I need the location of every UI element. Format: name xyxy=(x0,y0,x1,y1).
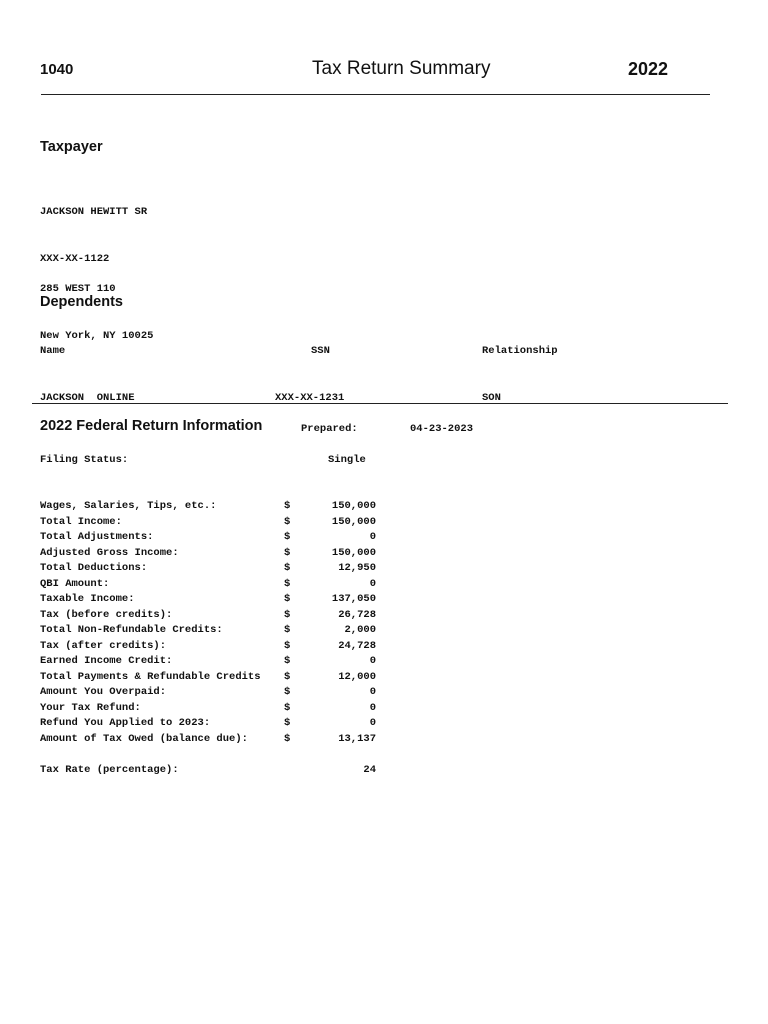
dependent-relationship: SON xyxy=(482,391,501,404)
currency-symbol: $ xyxy=(284,500,291,512)
currency-symbol: $ xyxy=(284,562,291,574)
column-header-name: Name xyxy=(40,345,66,357)
line-label: QBI Amount: xyxy=(40,577,110,590)
column-header-relationship: Relationship xyxy=(482,345,558,357)
tax-rate-label: Tax Rate (percentage): xyxy=(40,764,179,776)
table-row xyxy=(40,701,380,717)
dependents-header-row xyxy=(40,344,640,360)
line-amount: 150,000 xyxy=(331,500,376,512)
table-row xyxy=(40,732,380,748)
currency-symbol: $ xyxy=(284,686,291,698)
line-label: Total Non-Refundable Credits: xyxy=(40,624,223,636)
page-title: Tax Return Summary xyxy=(312,58,491,79)
table-row xyxy=(40,670,380,686)
table-row xyxy=(40,716,380,732)
table-row xyxy=(40,608,380,624)
dependent-ssn: XXX-XX-1231 xyxy=(275,391,345,404)
taxpayer-heading: Taxpayer xyxy=(40,139,103,155)
federal-return-heading: 2022 Federal Return Information xyxy=(40,418,263,434)
line-label: Taxable Income: xyxy=(40,593,135,605)
line-amount: 150,000 xyxy=(331,515,376,528)
currency-symbol: $ xyxy=(284,655,291,667)
header-divider xyxy=(41,94,710,95)
currency-symbol: $ xyxy=(284,593,291,605)
line-amount: 26,728 xyxy=(338,608,376,621)
taxpayer-ssn: XXX-XX-1122 xyxy=(40,252,110,265)
table-row xyxy=(40,561,380,577)
line-amount: 150,000 xyxy=(331,546,376,559)
currency-symbol: $ xyxy=(284,546,291,559)
table-row xyxy=(40,639,380,655)
address-line-1: 285 WEST 110 xyxy=(40,283,116,295)
table-row xyxy=(40,623,380,639)
line-amount: 13,137 xyxy=(338,732,376,745)
taxpayer-name: JACKSON HEWITT SR xyxy=(40,206,148,218)
dependent-name: JACKSON ONLINE xyxy=(40,391,135,404)
currency-symbol: $ xyxy=(284,670,291,683)
filing-status-label: Filing Status: xyxy=(40,454,129,466)
currency-symbol: $ xyxy=(284,624,291,636)
currency-symbol: $ xyxy=(284,608,291,621)
line-label: Amount You Overpaid: xyxy=(40,686,167,698)
currency-symbol: $ xyxy=(284,577,291,590)
line-label: Amount of Tax Owed (balance due): xyxy=(40,732,248,745)
line-amount: 12,000 xyxy=(338,670,376,683)
line-label: Total Adjustments: xyxy=(40,531,154,543)
dependents-table xyxy=(40,313,640,404)
line-amount: 0 xyxy=(369,531,376,543)
line-amount: 137,050 xyxy=(331,593,376,605)
table-row xyxy=(40,499,380,515)
line-amount: 0 xyxy=(369,577,376,590)
financial-summary-table xyxy=(40,499,380,747)
currency-symbol: $ xyxy=(284,531,291,543)
table-row xyxy=(40,546,380,562)
table-row xyxy=(40,685,380,701)
line-amount: 2,000 xyxy=(344,624,376,636)
table-row xyxy=(40,515,380,531)
currency-symbol: $ xyxy=(284,732,291,745)
currency-symbol: $ xyxy=(284,515,291,528)
prepared-label: Prepared: xyxy=(301,423,358,435)
address-line-2: New York, NY 10025 xyxy=(40,329,154,342)
currency-symbol: $ xyxy=(284,639,291,652)
table-row xyxy=(40,530,380,546)
section-divider xyxy=(32,403,728,404)
prepared-date: 04-23-2023 xyxy=(410,423,474,435)
line-label: Wages, Salaries, Tips, etc.: xyxy=(40,500,217,512)
currency-symbol: $ xyxy=(284,701,291,714)
line-label: Total Income: xyxy=(40,515,122,528)
line-amount: 0 xyxy=(369,701,376,714)
tax-rate-value: 24 xyxy=(363,764,376,776)
line-amount: 0 xyxy=(369,686,376,698)
line-amount: 0 xyxy=(369,717,376,729)
table-row xyxy=(40,577,380,593)
line-label: Total Payments & Refundable Credits xyxy=(40,670,261,683)
line-label: Adjusted Gross Income: xyxy=(40,546,179,559)
form-number: 1040 xyxy=(40,61,74,78)
tax-year: 2022 xyxy=(628,59,669,79)
currency-symbol: $ xyxy=(284,717,291,729)
line-amount: 24,728 xyxy=(338,639,376,652)
line-amount: 0 xyxy=(369,655,376,667)
line-label: Earned Income Credit: xyxy=(40,655,173,667)
line-label: Refund You Applied to 2023: xyxy=(40,717,211,729)
filing-status-value: Single xyxy=(328,454,366,466)
line-label: Your Tax Refund: xyxy=(40,701,141,714)
line-label: Total Deductions: xyxy=(40,562,148,574)
dependents-heading: Dependents xyxy=(40,294,123,310)
line-label: Tax (after credits): xyxy=(40,639,167,652)
table-row xyxy=(40,654,380,670)
line-amount: 12,950 xyxy=(338,562,376,574)
line-label: Tax (before credits): xyxy=(40,608,173,621)
column-header-ssn: SSN xyxy=(311,345,330,357)
table-row xyxy=(40,592,380,608)
